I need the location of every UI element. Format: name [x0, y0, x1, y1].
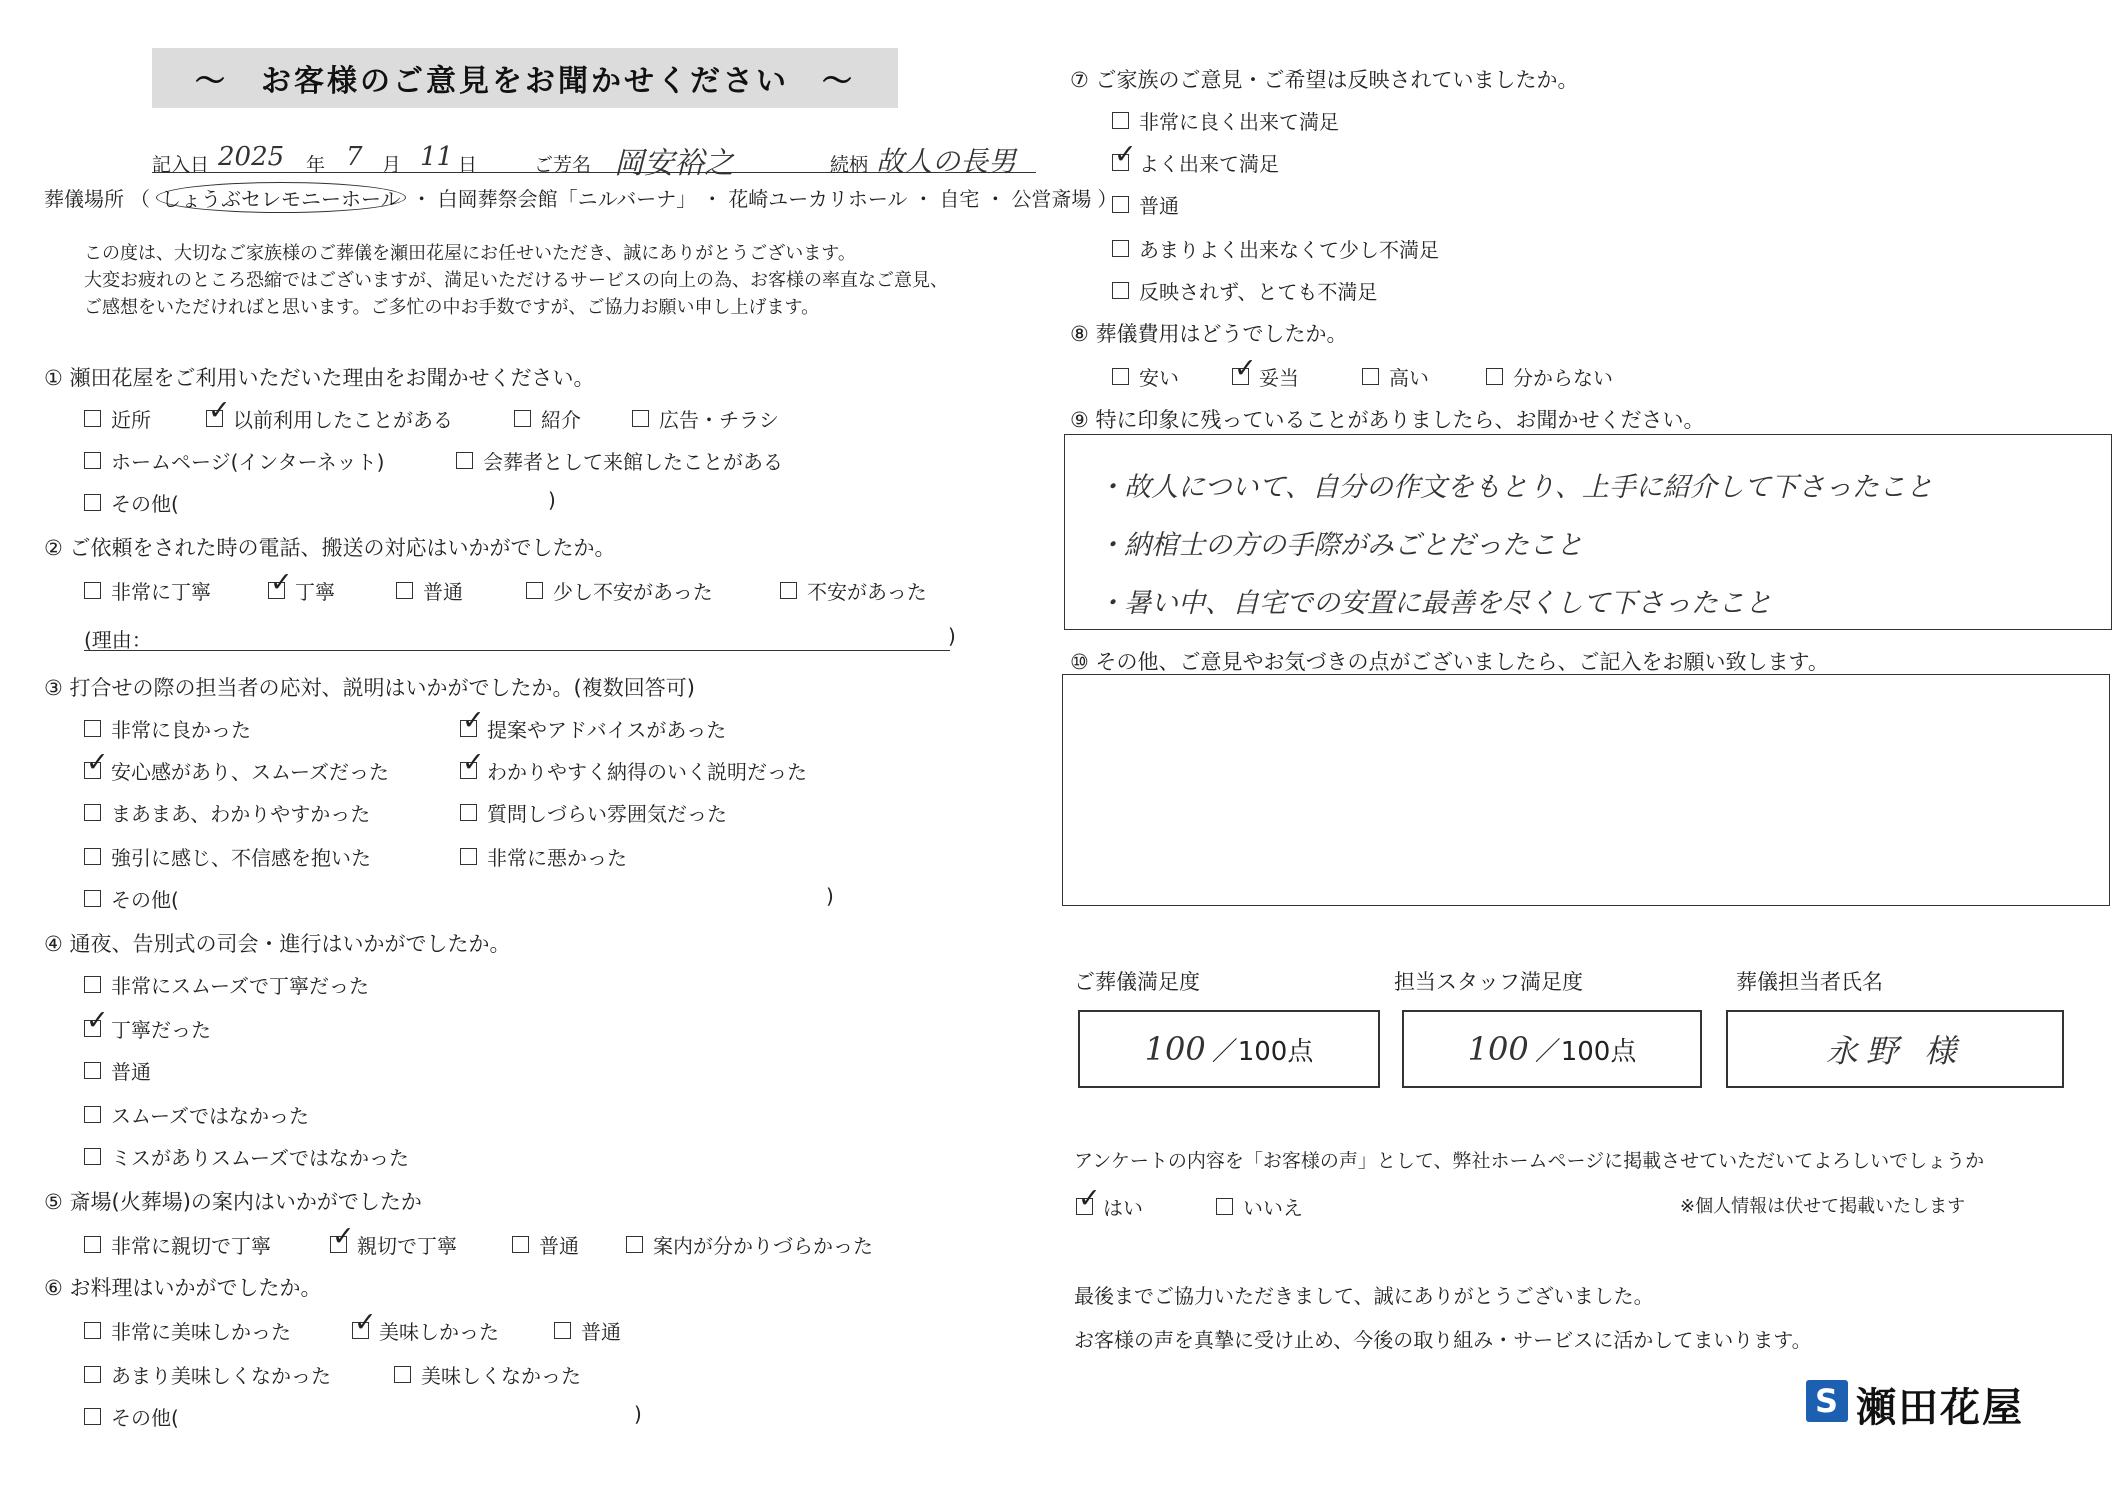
option-label: 普通: [581, 1320, 621, 1344]
checkbox[interactable]: [1112, 112, 1129, 129]
q3-option[interactable]: [84, 842, 371, 871]
checkbox[interactable]: [632, 410, 649, 427]
q8-option[interactable]: [1362, 362, 1429, 391]
publish-question: アンケートの内容を「お客様の声」として、弊社ホームページに掲載させていただいてよろしいでしょうか: [1074, 1150, 1985, 1172]
closing-line: 最後までご協力いただきまして、誠にありがとうございました。: [1074, 1284, 1654, 1308]
q9-answer-line: ・故人について、自分の作文をもとり、上手に紹介して下さったこと: [1097, 472, 1933, 503]
option-label: 会葬者として来館したことがある: [483, 450, 783, 474]
q7-option[interactable]: [1112, 276, 1377, 305]
option-label: ミスがありスムーズではなかった: [111, 1146, 409, 1170]
q2-option[interactable]: [780, 576, 927, 605]
q2-reason-close: ): [948, 624, 956, 648]
q2-text: ② ご依頼をされた時の電話、搬送の対応はいかがでしたか。: [44, 536, 616, 560]
privacy-note: ※個人情報は伏せて掲載いたします: [1680, 1196, 1966, 1217]
venue-option-hanasaki[interactable]: 花崎ユーカリホール: [728, 187, 908, 211]
q4-option[interactable]: [84, 1014, 211, 1043]
checkbox[interactable]: [1112, 154, 1129, 171]
option-label: あまりよく出来なくて少し不満足: [1139, 238, 1439, 262]
funeral-satisfaction-value: 100: [1144, 1030, 1206, 1068]
day-unit: 日: [458, 154, 478, 176]
q3-option[interactable]: [84, 798, 370, 827]
relation-label: 続柄: [830, 154, 869, 176]
checkbox[interactable]: [84, 762, 101, 779]
option-label: ホームページ(インターネット): [111, 450, 385, 474]
checkbox[interactable]: [84, 1062, 101, 1079]
q10-text: ⑩ その他、ご意見やお気づきの点がございましたら、ご記入をお願い致します。: [1070, 650, 1829, 674]
checkbox[interactable]: [268, 582, 285, 599]
q6-close-paren: ): [634, 1402, 642, 1426]
name-label: ご芳名: [534, 154, 592, 176]
option-label: よく出来て満足: [1139, 152, 1279, 176]
date-label: 記入日: [152, 154, 210, 176]
q5-option[interactable]: [626, 1230, 873, 1259]
option-label: 分からない: [1513, 366, 1613, 390]
option-label: 親切で丁寧: [357, 1234, 457, 1258]
q9-answer-line: ・納棺士の方の手際がみごとだったこと: [1097, 530, 1583, 561]
option-label: 少し不安があった: [553, 580, 713, 604]
option-label: 提案やアドバイスがあった: [487, 718, 727, 742]
q2-option[interactable]: [268, 576, 335, 605]
option-label: まあまあ、わかりやすかった: [111, 802, 371, 826]
checkbox[interactable]: [1112, 240, 1129, 257]
funeral-satisfaction-label: ご葬儀満足度: [1074, 970, 1200, 994]
q6-text: ⑥ お料理はいかがでしたか。: [44, 1276, 322, 1300]
score-suffix: ／100点: [1211, 1036, 1314, 1067]
checkbox[interactable]: [460, 848, 477, 865]
checkbox[interactable]: [1112, 196, 1129, 213]
option-label: 不安があった: [807, 580, 927, 604]
q4-option[interactable]: [84, 970, 369, 999]
option-label: 案内が分かりづらかった: [653, 1234, 873, 1258]
staff-name-box[interactable]: [1726, 1010, 2064, 1088]
option-label: 丁寧: [295, 580, 335, 604]
staff-satisfaction-label: 担当スタッフ満足度: [1394, 970, 1583, 994]
q3-option-other[interactable]: [84, 884, 179, 913]
year-unit: 年: [306, 154, 326, 176]
option-label: 以前利用したことがある: [233, 408, 453, 432]
q3-text: ③ 打合せの際の担当者の応対、説明はいかがでしたか。(複数回答可): [44, 676, 695, 700]
venue-sep: ・: [913, 187, 934, 211]
q7-text: ⑦ ご家族のご意見・ご希望は反映されていましたか。: [1070, 68, 1579, 92]
checkbox[interactable]: [1486, 368, 1503, 385]
q3-close-paren: ): [826, 884, 834, 908]
option-label: 質問しづらい雰囲気だった: [487, 802, 727, 826]
publish-yes-option[interactable]: [1076, 1192, 1143, 1221]
checkbox[interactable]: [456, 452, 473, 469]
q6-option[interactable]: [352, 1316, 499, 1345]
q6-option-other[interactable]: [84, 1402, 179, 1431]
q1-close-paren: ): [548, 488, 556, 512]
q3-option[interactable]: [460, 842, 627, 871]
venue-sep: ・: [702, 187, 723, 211]
q7-option[interactable]: [1112, 106, 1339, 135]
q6-option[interactable]: [394, 1360, 581, 1389]
option-label: 反映されず、とても不満足: [1139, 280, 1378, 304]
q9-answer-box[interactable]: [1064, 434, 2112, 630]
q1-option[interactable]: [206, 404, 453, 433]
checkbox[interactable]: [526, 582, 543, 599]
option-label: 強引に感じ、不信感を抱いた: [111, 846, 371, 870]
q7-option[interactable]: [1112, 190, 1179, 219]
q1-option[interactable]: [514, 404, 581, 433]
q9-text: ⑨ 特に印象に残っていることがありましたら、お聞かせください。: [1070, 408, 1705, 432]
q1-text: ① 瀬田花屋をご利用いただいた理由をお聞かせください。: [44, 366, 595, 390]
q5-option[interactable]: [330, 1230, 457, 1259]
option-label: あまり美味しくなかった: [111, 1364, 331, 1388]
q2-reason-label: (理由：: [84, 628, 152, 652]
day-value[interactable]: 11: [420, 142, 454, 172]
checkbox[interactable]: [84, 804, 101, 821]
checkbox[interactable]: [84, 1236, 101, 1253]
venue-label: 葬儀場所: [44, 187, 124, 211]
option-label: 普通: [539, 1234, 579, 1258]
option-label: 非常に美味しかった: [111, 1320, 291, 1344]
q5-text: ⑤ 斎場(火葬場)の案内はいかがでしたか: [44, 1190, 422, 1214]
checkbox[interactable]: [1112, 282, 1129, 299]
q1-option[interactable]: [456, 446, 783, 475]
option-label: 紹介: [541, 408, 581, 432]
option-label: 普通: [423, 580, 463, 604]
month-value[interactable]: 7: [346, 142, 363, 172]
q9-answer-line: ・暑い中、自宅での安置に最善を尽くして下さったこと: [1097, 588, 1772, 619]
checkbox[interactable]: [460, 720, 477, 737]
checkbox[interactable]: [84, 494, 101, 511]
q4-option[interactable]: [84, 1056, 151, 1085]
option-label: いいえ: [1243, 1196, 1303, 1220]
checkbox[interactable]: [514, 410, 531, 427]
option-label: その他(: [111, 492, 179, 516]
checkbox[interactable]: [84, 720, 101, 737]
company-logo-icon: [1806, 1380, 1848, 1422]
q2-reason-line[interactable]: [84, 650, 950, 651]
checkbox[interactable]: [84, 976, 101, 993]
checkbox[interactable]: [84, 848, 101, 865]
checkbox[interactable]: [512, 1236, 529, 1253]
q4-text: ④ 通夜、告別式の司会・進行はいかがでしたか。: [44, 932, 511, 956]
funeral-satisfaction-box[interactable]: [1078, 1010, 1380, 1088]
name-value[interactable]: 岡安裕之: [614, 146, 734, 181]
publish-no-option[interactable]: [1216, 1192, 1303, 1221]
q5-option[interactable]: [512, 1230, 579, 1259]
closing-line: お客様の声を真摯に受け止め、今後の取り組み・サービスに活かしてまいります。: [1074, 1328, 1812, 1352]
venue-option-shobu[interactable]: しょうぶセレモニーホール: [156, 182, 406, 213]
checkbox[interactable]: [84, 1020, 101, 1037]
q2-option[interactable]: [84, 576, 211, 605]
option-label: その他(: [111, 888, 179, 912]
option-label: 高い: [1389, 366, 1429, 390]
q4-option[interactable]: [84, 1100, 309, 1129]
checkbox[interactable]: [84, 890, 101, 907]
checkbox[interactable]: [84, 1148, 101, 1165]
q1-option[interactable]: [84, 446, 384, 475]
option-label: はい: [1103, 1196, 1143, 1220]
staff-satisfaction-value: 100: [1467, 1030, 1529, 1068]
staff-name-value: 永野 様: [1825, 1032, 1965, 1070]
option-label: 普通: [1139, 194, 1179, 218]
q4-option[interactable]: [84, 1142, 409, 1171]
checkbox[interactable]: [394, 1366, 411, 1383]
q3-option[interactable]: [84, 756, 389, 785]
q2-option[interactable]: [396, 576, 463, 605]
venue-row: [44, 182, 1117, 213]
option-label: 非常にスムーズで丁寧だった: [111, 974, 369, 998]
checkbox[interactable]: [1112, 368, 1129, 385]
q1-option-other[interactable]: [84, 488, 179, 517]
meta-underline: [152, 172, 1036, 173]
option-label: 丁寧だった: [111, 1018, 211, 1042]
relation-value[interactable]: 故人の長男: [876, 145, 1017, 178]
venue-close-paren: ）: [1097, 187, 1118, 211]
option-label: その他(: [111, 1406, 179, 1430]
checkbox[interactable]: [84, 1322, 101, 1339]
company-name: 瀬田花屋: [1856, 1385, 2024, 1431]
checkbox[interactable]: [84, 1366, 101, 1383]
checkbox[interactable]: [84, 452, 101, 469]
q7-option[interactable]: [1112, 234, 1439, 263]
q5-option[interactable]: [84, 1230, 271, 1259]
staff-name-label: 葬儀担当者氏名: [1736, 970, 1883, 994]
checkbox[interactable]: [1232, 368, 1249, 385]
year-value[interactable]: 2025: [218, 142, 285, 172]
option-label: 普通: [111, 1060, 151, 1084]
venue-sep: ・: [411, 187, 432, 211]
checkbox[interactable]: [330, 1236, 347, 1253]
checkbox[interactable]: [780, 582, 797, 599]
checkbox[interactable]: [1216, 1198, 1233, 1215]
q7-option[interactable]: [1112, 148, 1279, 177]
option-label: 美味しくなかった: [421, 1364, 581, 1388]
checkbox[interactable]: [554, 1322, 571, 1339]
q6-option[interactable]: [554, 1316, 621, 1345]
checkbox[interactable]: [84, 582, 101, 599]
q8-text: ⑧ 葬儀費用はどうでしたか。: [1070, 322, 1348, 346]
q1-option[interactable]: [84, 404, 151, 433]
intro-line: この度は、大切なご家族様のご葬儀を瀬田花屋にお任せいただき、誠にありがとうございます。: [84, 243, 856, 264]
checkbox[interactable]: [84, 1408, 101, 1425]
page-title: 〜 お客様のご意見をお聞かせください 〜: [152, 48, 898, 108]
checkbox[interactable]: [396, 582, 413, 599]
month-unit: 月: [382, 154, 402, 176]
q3-option[interactable]: [460, 798, 727, 827]
checkbox[interactable]: [460, 762, 477, 779]
option-label: 非常に丁寧: [111, 580, 211, 604]
option-label: 安い: [1139, 366, 1179, 390]
checkbox[interactable]: [460, 804, 477, 821]
q6-option[interactable]: [84, 1360, 331, 1389]
option-label: 非常に良かった: [111, 718, 251, 742]
q1-option[interactable]: [632, 404, 779, 433]
venue-option-public[interactable]: 公営斎場: [1011, 187, 1092, 211]
option-label: 非常に良く出来て満足: [1139, 110, 1339, 134]
q8-option[interactable]: [1486, 362, 1613, 391]
checkbox[interactable]: [206, 410, 223, 427]
option-label: 美味しかった: [379, 1320, 499, 1344]
q8-option[interactable]: [1112, 362, 1179, 391]
checkbox[interactable]: [352, 1322, 369, 1339]
q3-option[interactable]: [460, 714, 726, 743]
checkbox[interactable]: [84, 410, 101, 427]
q8-option[interactable]: [1232, 362, 1299, 391]
option-label: 非常に親切で丁寧: [111, 1234, 271, 1258]
option-label: 非常に悪かった: [487, 846, 627, 870]
option-label: 安心感があり、スムーズだった: [111, 760, 389, 784]
intro-line: 大変お疲れのところ恐縮ではございますが、満足いただけるサービスの向上の為、お客様の率直なご意見、: [84, 270, 948, 291]
checkbox[interactable]: [1362, 368, 1379, 385]
venue-option-home[interactable]: 自宅: [939, 187, 980, 211]
intro-line: ご感想をいただければと思います。ご多忙の中お手数ですが、ご協力お願い申し上げます。: [84, 297, 820, 318]
venue-option-shiraoka[interactable]: 白岡葬祭会館「ニルバーナ」: [437, 187, 697, 211]
checkbox[interactable]: [84, 1106, 101, 1123]
venue-sep: ・: [985, 187, 1006, 211]
option-label: 広告・チラシ: [659, 408, 779, 432]
option-label: 妥当: [1259, 366, 1299, 390]
q3-option[interactable]: [84, 714, 251, 743]
intro-text: [84, 240, 948, 321]
checkbox[interactable]: [1076, 1198, 1093, 1215]
option-label: わかりやすく納得のいく説明だった: [487, 760, 807, 784]
q10-answer-box[interactable]: [1062, 674, 2110, 906]
score-suffix: ／100点: [1534, 1036, 1637, 1067]
option-label: 近所: [111, 408, 151, 432]
q3-option[interactable]: [460, 756, 807, 785]
checkbox[interactable]: [626, 1236, 643, 1253]
q6-option[interactable]: [84, 1316, 291, 1345]
staff-satisfaction-box[interactable]: [1402, 1010, 1702, 1088]
q2-option[interactable]: [526, 576, 713, 605]
venue-open-paren: （: [130, 187, 150, 211]
option-label: スムーズではなかった: [111, 1104, 309, 1128]
